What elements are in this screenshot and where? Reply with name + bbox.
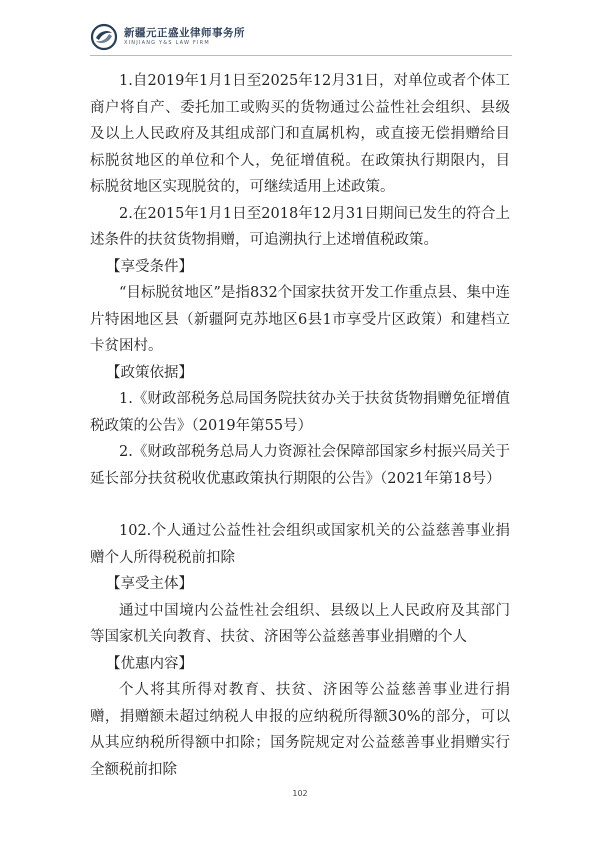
document-body: [90, 68, 510, 783]
header-divider: [90, 55, 512, 56]
heading-basis: 【政策依据】: [106, 364, 193, 381]
heading-content: 【优惠内容】: [106, 655, 193, 672]
paragraph-6: 通过中国境内公益性社会组织、县级以上人民政府及其部门等国家机关向教育、扶贫、济困等公益慈善事业捐赠的个人: [90, 602, 510, 645]
heading-conditions: 【享受条件】: [106, 258, 193, 275]
firm-name-cn: 新疆元正盛业律师事务所: [124, 26, 245, 39]
section-spacer: [90, 492, 510, 518]
heading-subject: 【享受主体】: [106, 576, 193, 592]
paragraph-3: “目标脱贫地区”是指832个国家扶贫开发工作重点县、集中连片特困地区县（新疆阿克苏地区6县1市享受片区政策）和建档立卡贫困村。: [90, 285, 510, 354]
paragraph-5: 2.《财政部税务总局人力资源社会保障部国家乡村振兴局关于延长部分扶贫税收优惠政策执行期限的公告》（2021年第18号）: [90, 444, 510, 487]
paragraph-1: 1.自2019年1月1日至2025年12月31日，对单位或者个体工商户将自产、委托加工或购买的货物通过公益性社会组织、县级及以上人民政府及其组成部门和直属机构，或直接无偿捐赠给目标脱贫地区的单位和个人，免征增值税。在政策执行期限内，目标脱贫地区实现脱贫的，可继续适用上述政策。: [90, 73, 510, 195]
page-number: 102: [292, 789, 308, 798]
firm-logo-icon: [90, 23, 118, 51]
page-header: [90, 22, 245, 52]
firm-name: [124, 28, 245, 47]
section-title: 102.个人通过公益性社会组织或国家机关的公益慈善事业捐赠个人所得税税前扣除: [90, 523, 510, 566]
paragraph-2: 2.在2015年1月1日至2018年12月31日期间已发生的符合上述条件的扶贫货物捐赠，可追溯执行上述增值税政策。: [90, 205, 510, 248]
paragraph-4: 1.《财政部税务总局国务院扶贫办关于扶贫货物捐赠免征增值税政策的公告》（2019年第55号）: [90, 391, 510, 434]
paragraph-7: 个人将其所得对教育、扶贫、济困等公益慈善事业进行捐赠，捐赠额未超过纳税人申报的应纳税所得额30%的部分，可以从其应纳税所得额中扣除；国务院规定对公益慈善事业捐赠实行全额税前扣除: [90, 682, 510, 778]
firm-name-en: XINJIANG Y&S LAW FIRM: [124, 40, 210, 47]
